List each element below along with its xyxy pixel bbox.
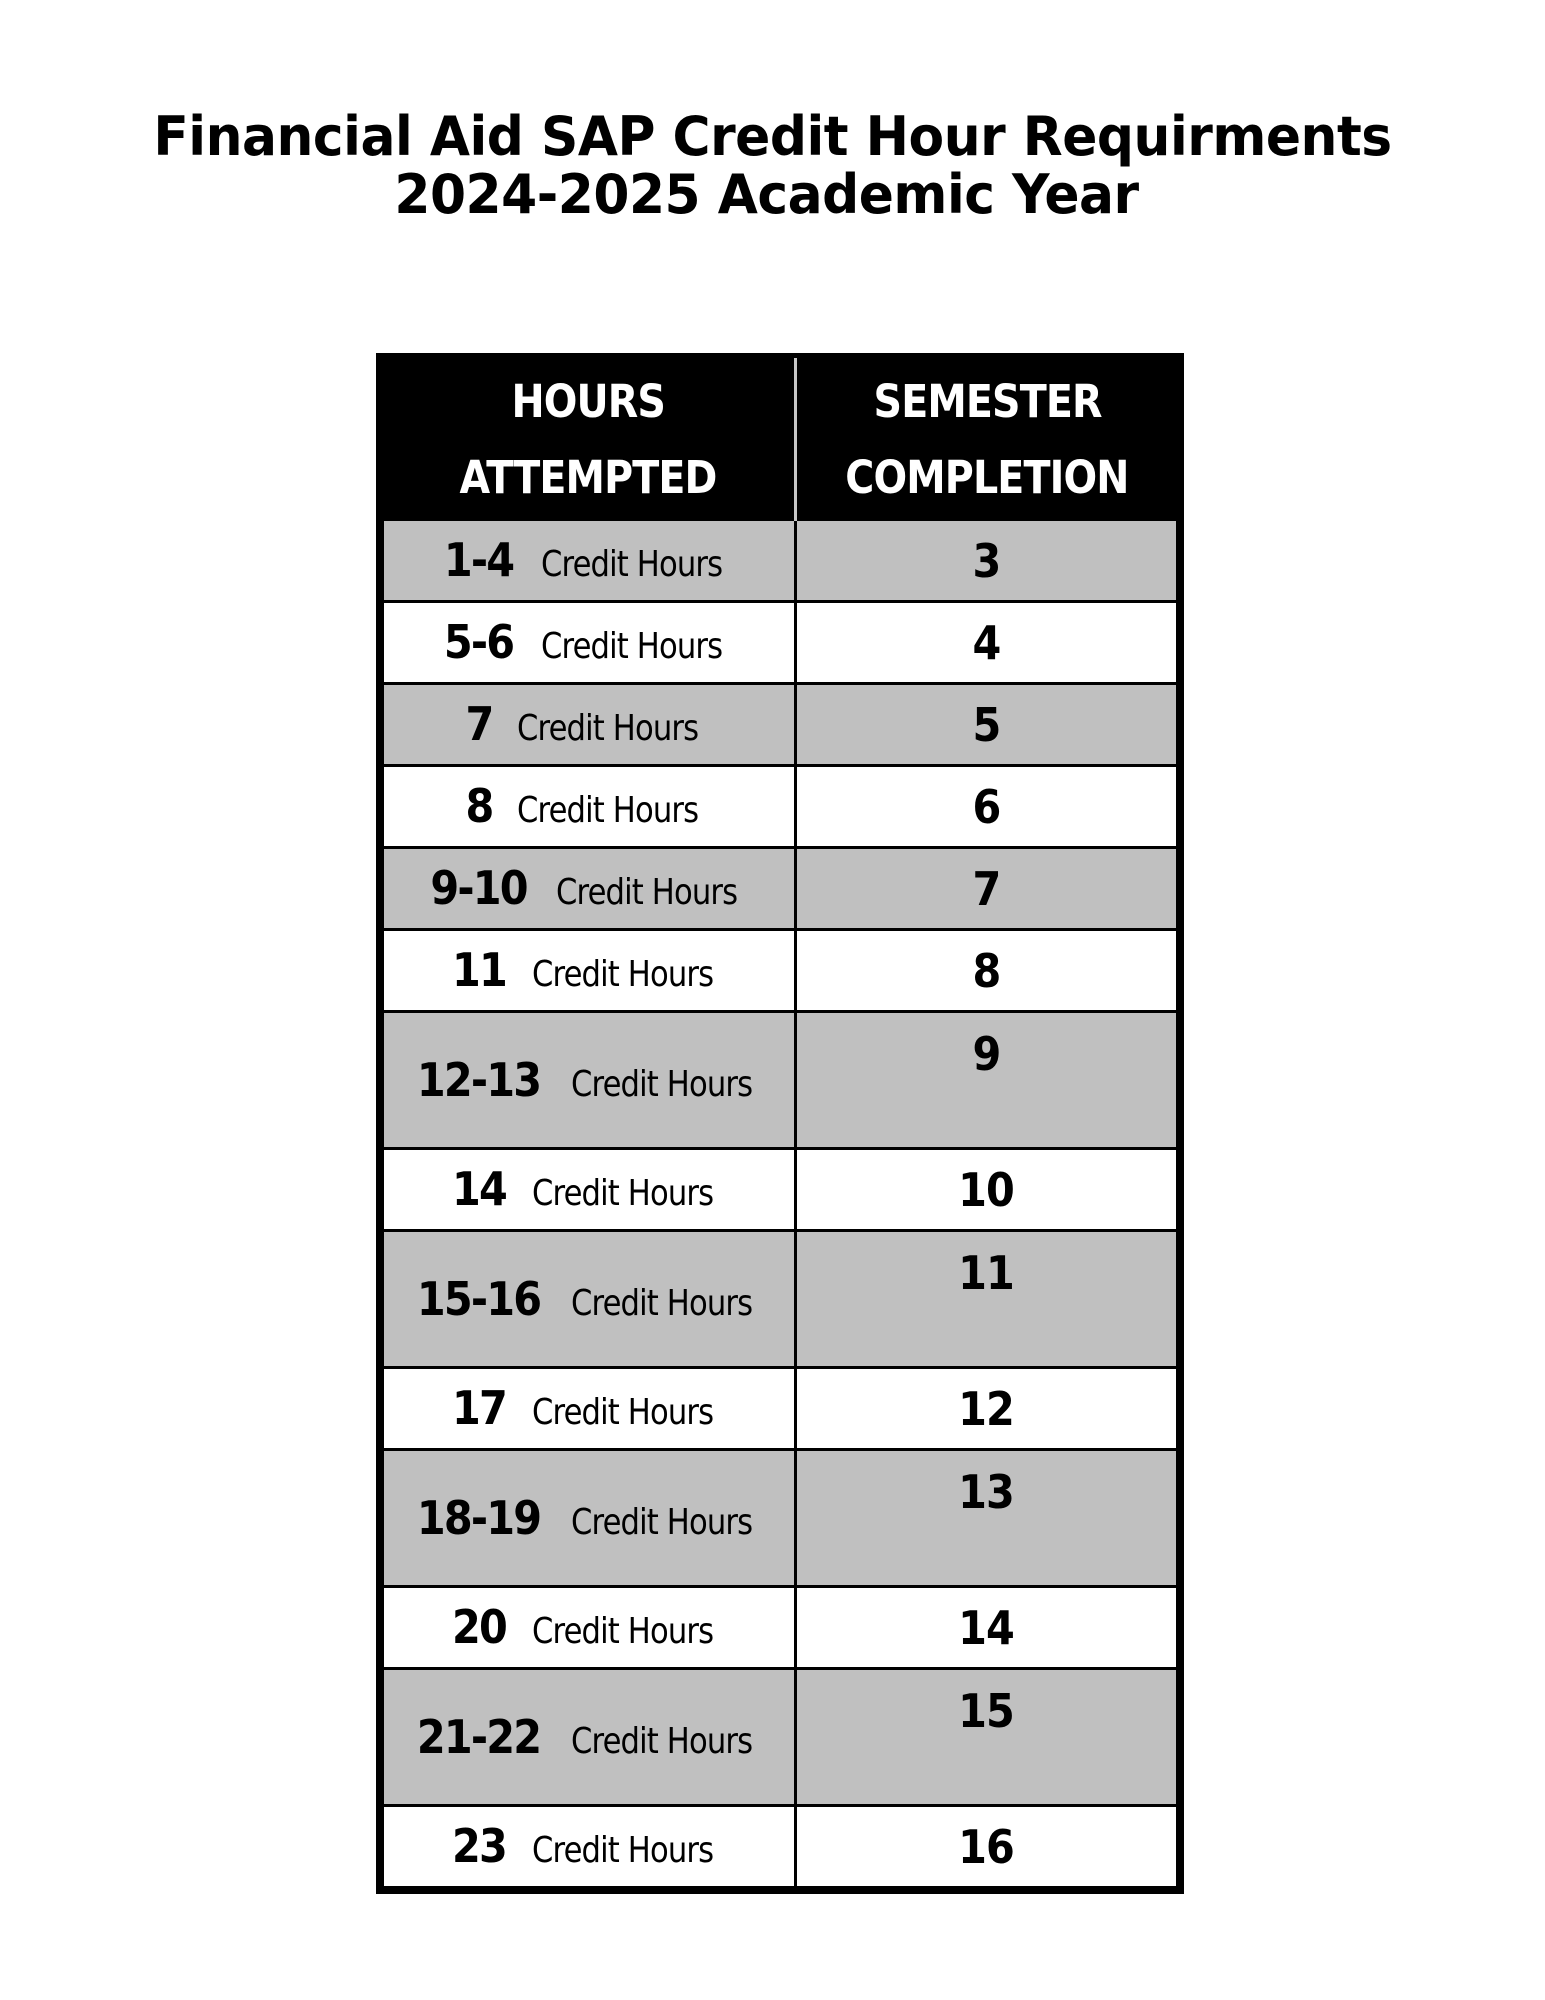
hours-range: 9-10 — [430, 861, 527, 915]
hours-unit: Credit Hours — [555, 872, 737, 913]
hours-unit: Credit Hours — [517, 790, 699, 831]
header-semester-completion — [796, 358, 1178, 520]
completion-value: 12 — [958, 1381, 1015, 1436]
hours-attempted-cell — [383, 930, 796, 1012]
hours-unit: Credit Hours — [570, 1720, 752, 1762]
hours-range: 1-4 — [443, 533, 514, 587]
table-row — [383, 1368, 1178, 1450]
table-row — [383, 602, 1178, 684]
hours-attempted-cell — [383, 1806, 796, 1888]
semester-completion-cell — [796, 684, 1178, 766]
table-row — [383, 1149, 1178, 1231]
table-row — [383, 684, 1178, 766]
hours-range: 21-22 — [416, 1709, 541, 1764]
hours-unit: Credit Hours — [570, 1501, 752, 1543]
hours-attempted-cell — [383, 1450, 796, 1587]
hours-unit: Credit Hours — [532, 1392, 714, 1433]
table-row — [383, 1231, 1178, 1368]
header-hours-attempted-line1: HOURS — [511, 375, 666, 428]
completion-value: 13 — [958, 1465, 1015, 1519]
header-semester-completion-line1: SEMESTER — [873, 375, 1102, 428]
semester-completion-cell — [796, 1231, 1178, 1368]
table-row — [383, 930, 1178, 1012]
title-line-2: 2024-2025 Academic Year — [394, 163, 1139, 226]
sap-requirements-table — [376, 353, 1184, 1894]
completion-value: 4 — [972, 615, 1001, 670]
hours-attempted-cell — [383, 520, 796, 602]
semester-completion-cell — [796, 1012, 1178, 1149]
table-row — [383, 520, 1178, 602]
semester-completion-cell — [796, 602, 1178, 684]
header-semester-completion-line2: COMPLETION — [845, 451, 1129, 504]
semester-completion-cell — [796, 1149, 1178, 1231]
hours-range: 17 — [451, 1381, 506, 1435]
hours-range: 23 — [451, 1819, 506, 1873]
hours-attempted-cell — [383, 684, 796, 766]
hours-unit: Credit Hours — [532, 1830, 714, 1871]
completion-value: 11 — [958, 1246, 1015, 1300]
completion-value: 8 — [972, 943, 1001, 998]
table-row — [383, 1669, 1178, 1806]
table-row — [383, 766, 1178, 848]
hours-range: 7 — [465, 697, 493, 751]
semester-completion-cell — [796, 1669, 1178, 1806]
hours-unit: Credit Hours — [540, 544, 722, 585]
hours-range: 18-19 — [416, 1490, 541, 1545]
hours-attempted-cell — [383, 1368, 796, 1450]
hours-range: 15-16 — [416, 1271, 541, 1326]
hours-unit: Credit Hours — [532, 1611, 714, 1652]
completion-value: 9 — [972, 1027, 1001, 1081]
semester-completion-cell — [796, 848, 1178, 930]
completion-value: 10 — [958, 1162, 1015, 1217]
semester-completion-cell — [796, 1368, 1178, 1450]
hours-range: 5-6 — [443, 615, 514, 669]
page-title — [0, 105, 1545, 226]
semester-completion-cell — [796, 766, 1178, 848]
semester-completion-cell — [796, 1450, 1178, 1587]
header-hours-attempted — [383, 358, 796, 520]
title-line-1: Financial Aid SAP Credit Hour Requirments — [153, 105, 1392, 168]
hours-unit: Credit Hours — [570, 1282, 752, 1324]
hours-range: 11 — [451, 943, 506, 997]
completion-value: 16 — [958, 1819, 1015, 1874]
hours-attempted-cell — [383, 848, 796, 930]
completion-value: 7 — [972, 861, 1001, 916]
completion-value: 15 — [958, 1684, 1015, 1738]
completion-value: 5 — [972, 697, 1001, 752]
hours-range: 8 — [465, 779, 493, 833]
hours-attempted-cell — [383, 1231, 796, 1368]
table-row — [383, 1806, 1178, 1888]
hours-attempted-cell — [383, 1587, 796, 1669]
hours-range: 14 — [451, 1162, 506, 1216]
table-row — [383, 848, 1178, 930]
semester-completion-cell — [796, 1587, 1178, 1669]
hours-attempted-cell — [383, 766, 796, 848]
table-row — [383, 1587, 1178, 1669]
hours-range: 12-13 — [416, 1052, 541, 1107]
hours-attempted-cell — [383, 1149, 796, 1231]
hours-range: 20 — [451, 1600, 506, 1654]
hours-unit: Credit Hours — [532, 1173, 714, 1214]
completion-value: 6 — [972, 779, 1001, 834]
hours-attempted-cell — [383, 1669, 796, 1806]
hours-attempted-cell — [383, 1012, 796, 1149]
table-row — [383, 1012, 1178, 1149]
hours-unit: Credit Hours — [570, 1063, 752, 1105]
semester-completion-cell — [796, 1806, 1178, 1888]
table-row — [383, 1450, 1178, 1587]
hours-attempted-cell — [383, 602, 796, 684]
header-hours-attempted-line2: ATTEMPTED — [459, 451, 717, 504]
completion-value: 14 — [958, 1600, 1015, 1655]
hours-unit: Credit Hours — [532, 954, 714, 995]
hours-unit: Credit Hours — [540, 626, 722, 667]
semester-completion-cell — [796, 520, 1178, 602]
semester-completion-cell — [796, 930, 1178, 1012]
hours-unit: Credit Hours — [517, 708, 699, 749]
completion-value: 3 — [972, 533, 1001, 588]
table-header-row — [383, 358, 1178, 520]
